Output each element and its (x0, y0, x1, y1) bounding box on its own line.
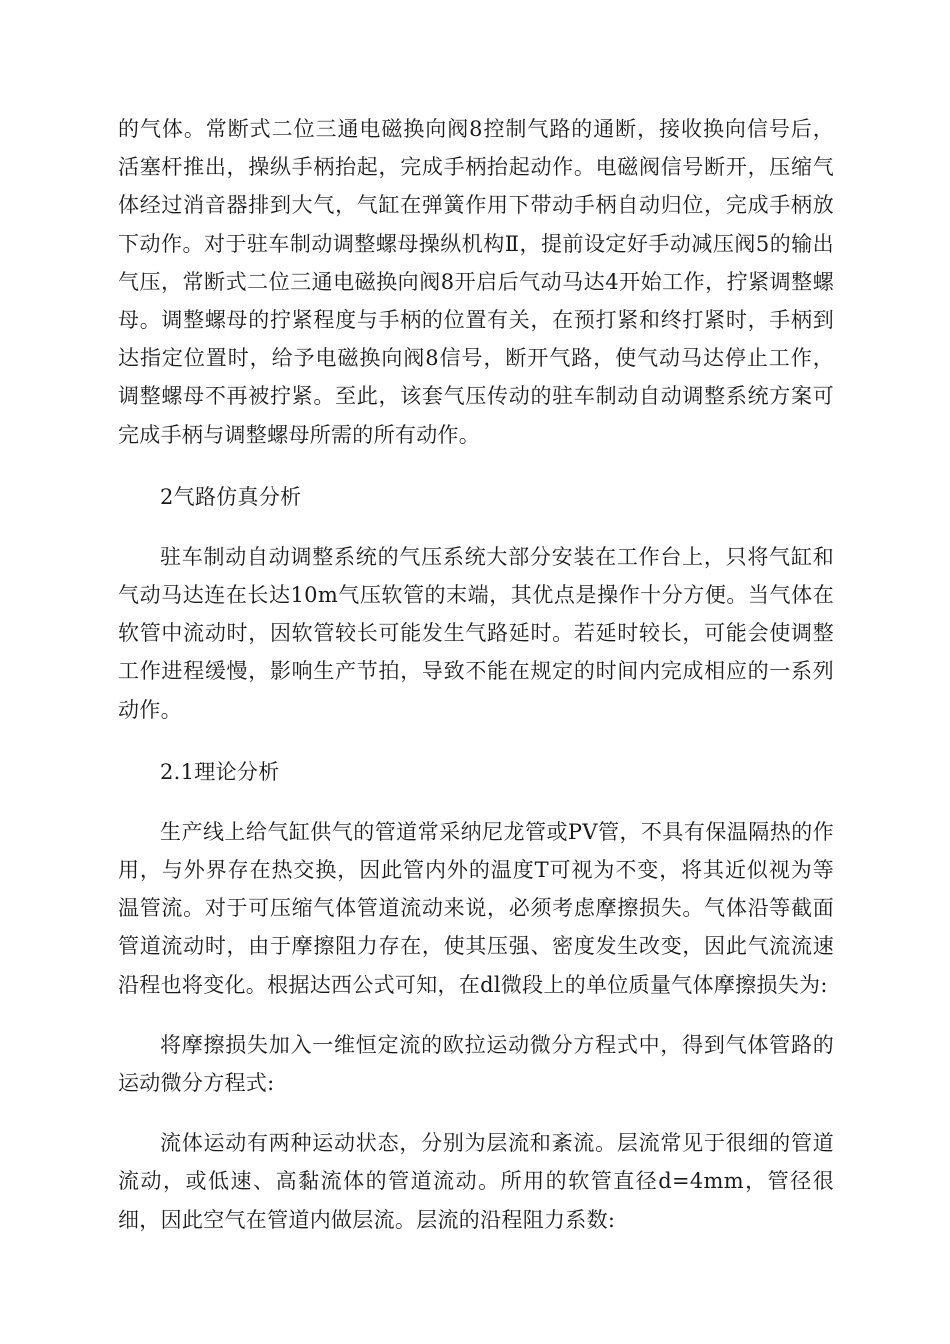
spacer (118, 1102, 834, 1124)
spacer (118, 1004, 834, 1026)
paragraph-laminar-flow: 流体运动有两种运动状态，分别为层流和紊流。层流常见于很细的管道流动，或低速、高黏流体的管道流动。所用的软管直径d=4mm，管径很细，因此空气在管道内做层流。层流的沿程阻力系数: (118, 1131, 834, 1232)
paragraph-theory: 生产线上给气缸供气的管道常采纳尼龙管或PV管，不具有保温隔热的作用，与外界存在热交换，因此管内外的温度T可视为不变，将其近似视为等温管流。对于可压缩气体管道流动来说，必须考虑摩擦损失。气体沿等截面管道流动时，由于摩擦阻力存在，使其压强、密度发生改变，因此气流流速沿程也将变化。根据达西公式可知，在dl微段上的单位质量气体摩擦损失为: (118, 819, 834, 997)
paragraph-simulation-intro: 驻车制动自动调整系统的气压系统大部分安装在工作台上，只将气缸和气动马达连在长达10m气压软管的末端，其优点是操作十分方便。当气体在软管中流动时，因软管较长可能发生气路延时。若延时较长，可能会使调整工作进程缓慢，影响生产节拍，导致不能在规定的时间内完成相应的一系列动作。 (118, 544, 834, 722)
spacer (118, 516, 834, 538)
spacer (118, 791, 834, 813)
section-heading-2-1: 2.1理论分析 (160, 759, 280, 784)
section-heading-2: 2气路仿真分析 (160, 484, 302, 509)
document-page (118, 110, 834, 1239)
paragraph-euler-equation: 将摩擦损失加入一维恒定流的欧拉运动微分方程式中，得到气体管路的运动微分方程式: (118, 1032, 834, 1096)
paragraph-pneumatic-control: 的气体。常断式二位三通电磁换向阀8控制气路的通断，接收换向信号后，活塞杆推出，操纵手柄抬起，完成手柄抬起动作。电磁阀信号断开，压缩气体经过消音器排到大气，气缸在弹簧作用下带动手柄自动归位，完成手柄放下动作。对于驻车制动调整螺母操纵机构Ⅱ，提前设定好手动减压阀5的输出气压，常断式二位三通电磁换向阀8开启后气动马达4开始工作，拧紧调整螺母。调整螺母的拧紧程度与手柄的位置有关，在预打紧和终打紧时，手柄到达指定位置时，给予电磁换向阀8信号，断开气路，使气动马达停止工作，调整螺母不再被拧紧。至此，该套气压传动的驻车制动自动调整系统方案可完成手柄与调整螺母所需的所有动作。 (118, 117, 834, 447)
spacer (118, 454, 834, 478)
spacer (118, 729, 834, 753)
